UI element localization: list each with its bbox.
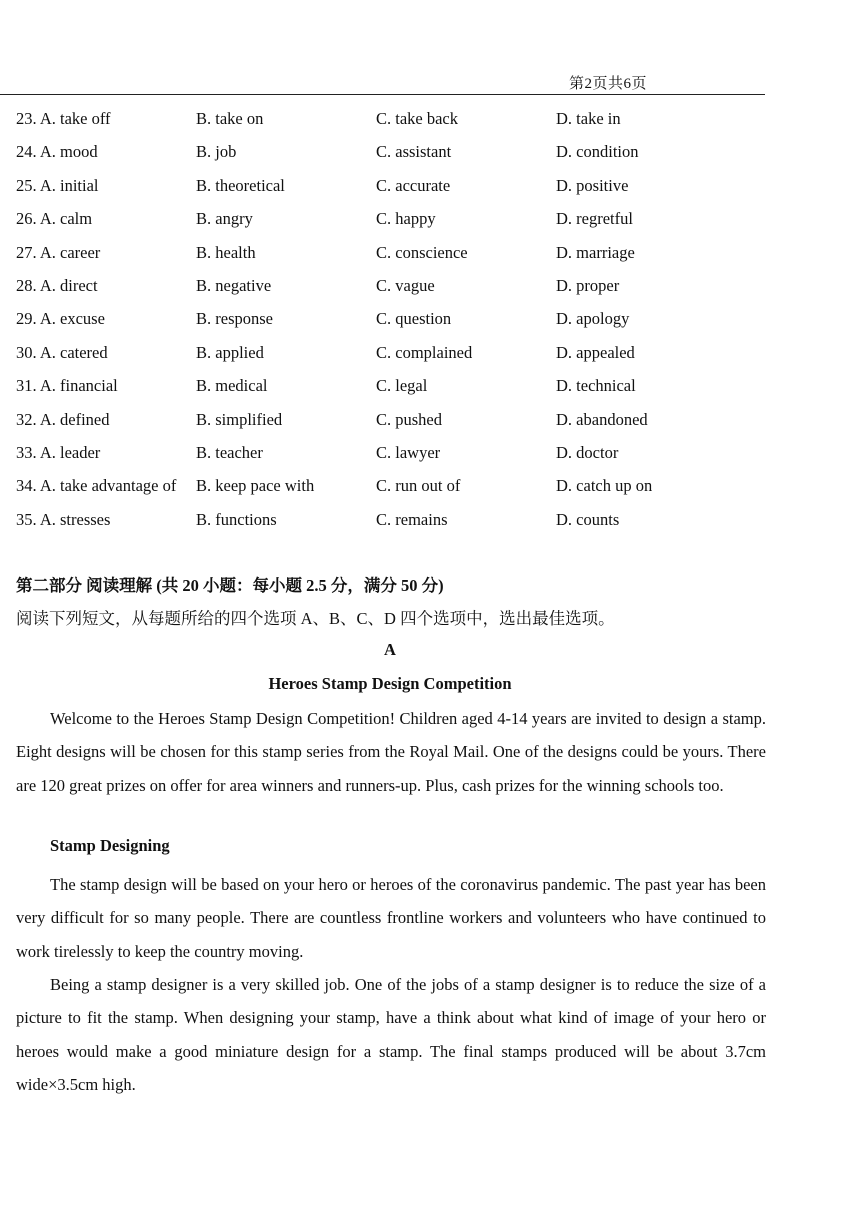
option-a: 28. A. direct	[16, 275, 98, 295]
question-row	[16, 202, 776, 235]
passage-paragraph-1: Welcome to the Heroes Stamp Design Competition! Children aged 4-14 years are invited to design a stamp. Eight designs will be chosen for this stamp series from the Royal Mail. One of the designs could be yours. There are 120 great prizes on offer for area winners and runners-up. Plus, cash prizes for the winning schools too.	[16, 709, 766, 795]
option-d: D. counts	[556, 509, 620, 529]
option-d: D. appealed	[556, 342, 635, 362]
option-b: B. keep pace with	[196, 476, 315, 496]
option-d: D. apology	[556, 309, 630, 329]
option-a: 29. A. excuse	[16, 309, 105, 329]
option-a: 32. A. defined	[16, 409, 110, 429]
option-d: D. doctor	[556, 442, 619, 462]
option-d: D. proper	[556, 275, 620, 295]
option-a: 23. A. take off	[16, 109, 111, 128]
passage-title: Heroes Stamp Design Competition	[268, 674, 512, 693]
option-a: 34. A. take advantage of	[16, 476, 177, 496]
option-b: B. applied	[196, 342, 264, 362]
passage-paragraph-2: The stamp design will be based on your hero or heroes of the coronavirus pandemic. The past year has been very difficult for so many people. There are countless frontline workers and volunteers who have continued to work tirelessly to keep the country moving.	[16, 875, 766, 961]
option-b: B. theoretical	[196, 175, 285, 195]
question-row	[16, 436, 776, 469]
option-c: C. lawyer	[376, 442, 441, 462]
question-row	[16, 503, 776, 536]
passage-subheading: Stamp Designing	[50, 836, 170, 855]
page-header	[0, 62, 765, 95]
option-a: 27. A. career	[16, 242, 101, 262]
option-c: C. complained	[376, 342, 473, 362]
passage-label: A	[384, 640, 396, 659]
section-title: 第二部分 阅读理解 (共 20 小题：每小题 2.5 分，满分 50 分)	[16, 576, 444, 595]
option-d: D. catch up on	[556, 476, 653, 496]
option-c: C. legal	[376, 376, 428, 396]
option-c: C. conscience	[376, 242, 468, 262]
option-b: B. medical	[196, 376, 268, 396]
question-row	[16, 403, 776, 436]
option-c: C. run out of	[376, 476, 461, 496]
question-row	[16, 102, 776, 135]
question-row	[16, 269, 776, 302]
option-a: 26. A. calm	[16, 209, 93, 229]
option-c: C. remains	[376, 509, 448, 529]
option-d: D. technical	[556, 376, 636, 396]
option-b: B. functions	[196, 509, 277, 529]
option-c: C. question	[376, 309, 452, 329]
option-d: D. condition	[556, 142, 639, 162]
option-c: C. vague	[376, 275, 435, 295]
question-row	[16, 169, 776, 202]
option-b: B. health	[196, 242, 256, 262]
option-b: B. take on	[196, 109, 264, 128]
option-c: C. take back	[376, 109, 459, 128]
question-row	[16, 236, 776, 269]
option-b: B. negative	[196, 275, 272, 295]
section-instructions: 阅读下列短文，从每题所给的四个选项 A、B、C、D 四个选项中，选出最佳选项。	[16, 609, 615, 628]
option-a: 24. A. mood	[16, 142, 98, 162]
option-b: B. teacher	[196, 442, 263, 462]
question-row	[16, 469, 776, 502]
option-a: 31. A. financial	[16, 376, 118, 396]
option-c: C. happy	[376, 209, 436, 229]
page-number: 第2页共6页	[568, 76, 647, 92]
question-row	[16, 336, 776, 369]
option-a: 35. A. stresses	[16, 509, 111, 529]
option-b: B. response	[196, 309, 273, 329]
option-d: D. positive	[556, 175, 629, 195]
option-d: D. marriage	[556, 242, 635, 262]
option-d: D. abandoned	[556, 409, 648, 429]
option-c: C. assistant	[376, 142, 452, 162]
question-row	[16, 369, 776, 402]
option-a: 30. A. catered	[16, 342, 108, 362]
answer-options-list	[16, 102, 776, 536]
option-a: 33. A. leader	[16, 442, 101, 462]
question-row	[16, 135, 776, 168]
passage-paragraph-3: Being a stamp designer is a very skilled job. One of the jobs of a stamp designer is to reduce the size of a picture to fit the stamp. When designing your stamp, have a think about what kind of image of your hero or heroes would make a good miniature design for a stamp. The final stamps produced will be about 3.7cm wide×3.5cm high.	[16, 975, 766, 1095]
option-b: B. simplified	[196, 409, 283, 429]
option-a: 25. A. initial	[16, 175, 99, 195]
option-b: B. job	[196, 142, 237, 162]
option-c: C. accurate	[376, 175, 451, 195]
question-row	[16, 302, 776, 335]
option-c: C. pushed	[376, 409, 442, 429]
option-d: D. take in	[556, 109, 621, 128]
option-b: B. angry	[196, 209, 253, 229]
option-d: D. regretful	[556, 209, 633, 229]
